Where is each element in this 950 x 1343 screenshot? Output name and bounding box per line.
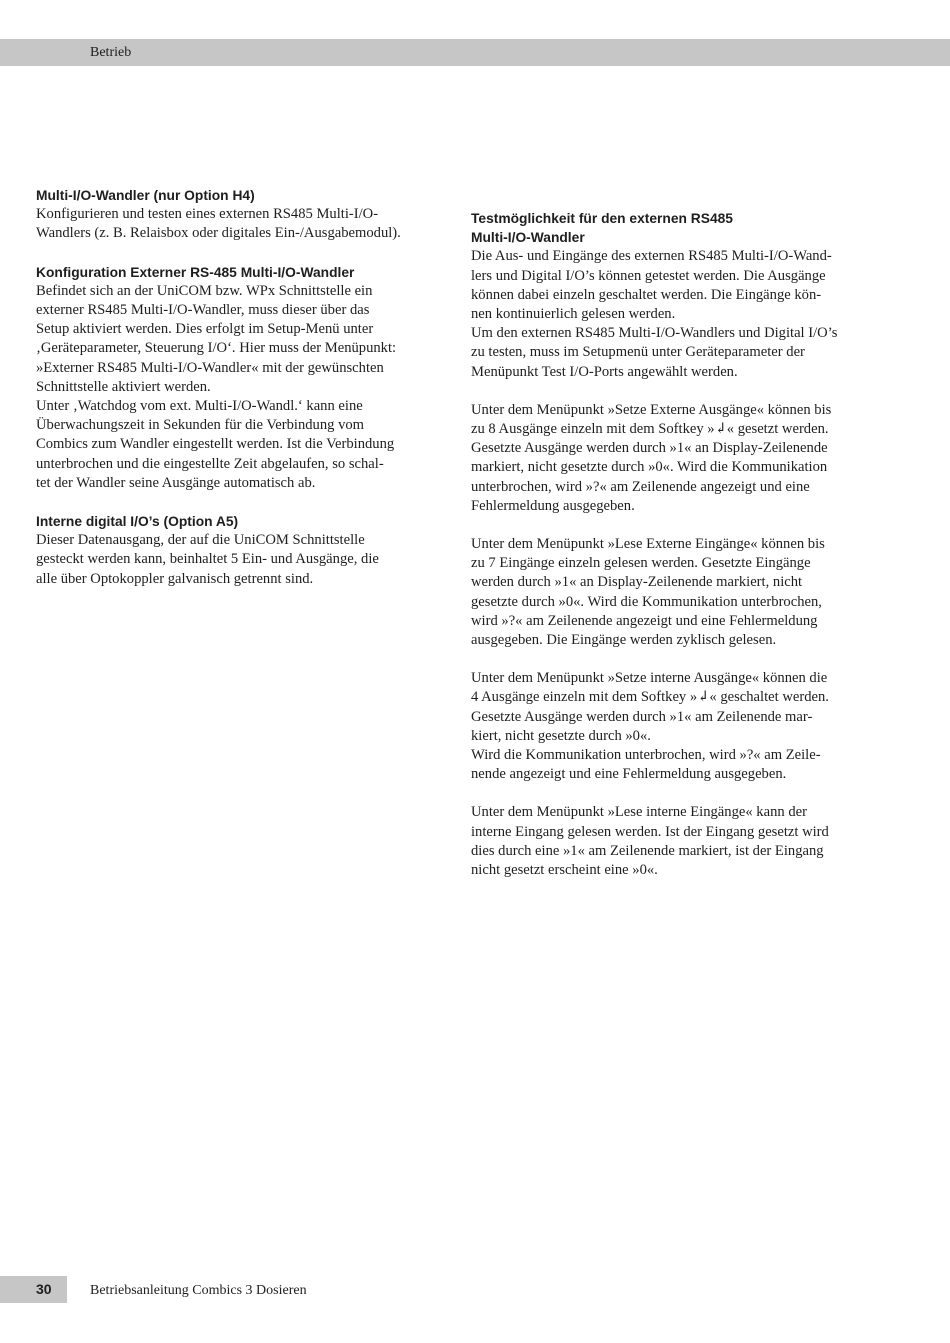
paragraph-lese-interne-eingaenge: Unter dem Menüpunkt »Lese interne Eingänge« kann der interne Eingang gelesen werden. Ist der Eingang gesetzt wird dies durch eine »1« am Zeilenende markiert, ist der Eingang nicht gesetzt erscheint eine »0«.: [471, 804, 829, 879]
paragraph-setze-externe-ausgaenge: Unter dem Menüpunkt »Setze Externe Ausgänge« können bis zu 8 Ausgänge einzeln mit dem Softkey »↲« gesetzt werden. Gesetzte Ausgänge werden durch »1« an Display-Zeilenende markiert, nicht gesetzte durch »0«. Wird die Kommunikation unterbrochen, wird »?« am Zeilenende angezeigt und eine Fehlermeldung ausgegeben.: [471, 401, 832, 514]
page-number: 30: [36, 1281, 52, 1297]
spacer: [471, 382, 876, 401]
paragraph-interne-digital-io: Dieser Datenausgang, der auf die UniCOM Schnittstelle gesteckt werden kann, beinhaltet 5 Ein- und Ausgänge, die alle über Optokoppler galvanisch getrennt sind.: [36, 532, 379, 587]
heading-konfiguration: Konfiguration Externer RS-485 Multi-I/O-Wandler: [36, 264, 355, 280]
running-header-bar: [0, 39, 950, 66]
spacer: [36, 244, 436, 263]
spacer: [471, 650, 876, 669]
paragraph-test-intro: Die Aus- und Eingänge des externen RS485 Multi-I/O-Wand- lers und Digital I/O’s können getestet werden. Die Ausgänge können dabei einzeln geschaltet werden. Die Eingänge kön- nen kontinuierlich gelesen werden. Um den externen RS485 Multi-I/O-Wandlers und Digital I/O’s zu testen, muss im Setupmenü unter Geräteparameter der Menüpunkt Test I/O-Ports angewählt werden.: [471, 248, 838, 380]
spacer: [36, 493, 436, 512]
paragraph-setze-interne-ausgaenge: Unter dem Menüpunkt »Setze interne Ausgänge« können die 4 Ausgänge einzeln mit dem Softkey »↲« geschaltet werden. Gesetzte Ausgänge werden durch »1« am Zeilenende mar- kiert, nicht gesetzte durch »0«. Wird die Kommunikation unterbrochen, wird »?« am Zeile- nende angezeigt und eine Fehlermeldung ausgegeben.: [471, 670, 829, 783]
page-number-box: [0, 1276, 67, 1303]
paragraph-multi-io-intro: Konfigurieren und testen eines externen RS485 Multi-I/O- Wandlers (z. B. Relaisbox oder digitales Ein-/Ausgabemodul).: [36, 206, 401, 242]
paragraph-konfiguration: Befindet sich an der UniCOM bzw. WPx Schnittstelle ein externer RS485 Multi-I/O-Wandler, muss dieser über das Setup aktiviert werden. Dies erfolgt im Setup-Menü unter ‚Geräteparameter, Steuerung I/O‘. Hier muss der Menüpunkt: »Externer RS485 Multi-I/O-Wandler« mit der gewünschten Schnittstelle aktiviert werden. Unter ‚Watchdog vom ext. Multi-I/O-Wandl.‘ kann eine Überwachungszeit in Sekunden für die Verbindung vom Combics zum Wandler eingestellt werden. Ist die Verbindung unterbrochen und die eingestellte Zeit abgelaufen, so schal- tet der Wandler seine Ausgänge automatisch ab.: [36, 282, 397, 491]
section-title: Betrieb: [90, 45, 132, 60]
heading-testmoeglichkeit: Testmöglichkeit für den externen RS485 Multi-I/O-Wandler: [471, 211, 733, 246]
spacer: [471, 516, 876, 535]
heading-interne-digital-io: Interne digital I/O’s (Option A5): [36, 514, 239, 530]
right-column: [471, 209, 876, 880]
heading-multi-io: Multi-I/O-Wandler (nur Option H4): [36, 188, 255, 203]
paragraph-lese-externe-eingaenge: Unter dem Menüpunkt »Lese Externe Eingänge« können bis zu 7 Eingänge einzeln gelesen werden. Gesetzte Eingänge werden durch »1« an Display-Zeilenende markiert, nicht gesetzte durch »0«. Wird die Kommunikation unterbrochen, wird »?« am Zeilenende angezeigt und eine Fehlermeldung ausgegeben. Die Eingänge werden zyklisch gelesen.: [471, 536, 825, 649]
left-column: [36, 186, 436, 589]
footer-title: Betriebsanleitung Combics 3 Dosieren: [90, 1283, 307, 1298]
spacer: [471, 784, 876, 803]
